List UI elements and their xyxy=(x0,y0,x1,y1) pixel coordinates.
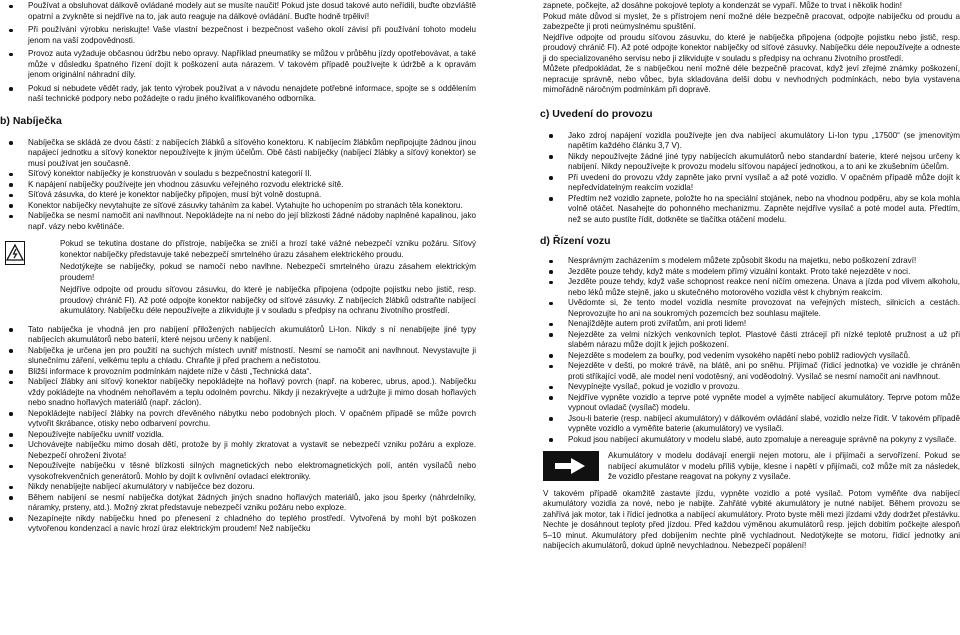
list-item: Nikdy nenabíjejte nabíjecí akumulátory v nabíječce bez dozoru. xyxy=(0,482,476,493)
list-item: Nevypínejte vysílač, pokud je vozidlo v provozu. xyxy=(540,382,960,393)
right-column xyxy=(540,0,960,552)
list-item: Jsou-li baterie (resp. nabíjecí akumulátory) v dálkovém ovládání slabé, vozidlo nelze řídit. V takovém případě vypněte vozidlo a vyměňte baterie (akumulátory) ve vysílači. xyxy=(540,414,960,435)
paragraph: zapnete, počkejte, až dosáhne pokojové teploty a kondenzát se vypaří. Může to trvat i několik hodin! xyxy=(543,1,903,10)
list-item: Nabíječka je určena jen pro použití na suchých místech uvnitř místností. Nesmí se namočit ani navlhnout. Nevystavujte ji slunečnímu záření, velkému teplu a chladu. Chraňte ji před prachem a nečistotou. xyxy=(0,346,476,367)
warning-paragraph: Nejdříve odpojte od proudu síťovou zásuvku, do které je nabíječka připojena (odpojte pojistku nebo jistič, resp. proudový chránič FI). Až poté odpojte konektor nabíječky od síťové zásuvky. Z nabíjecích žlábků odstraňte nabíjecí akumulátory. Nabíječku déle nepoužívejte a zlikvidujte ji v souladu s předpisy na ochranu životního prostředí. xyxy=(60,285,476,315)
warning-paragraph: Nedotýkejte se nabíječky, pokud se namočí nebo navlhne. Nebezpečí smrtelného úrazu zásahem elektrickým proudem! xyxy=(60,262,476,282)
section-title-driving: d) Řízení vozu xyxy=(540,235,611,247)
list-item: K napájení nabíječky používejte jen vhodnou zásuvku veřejného rozvodu elektrické sítě. xyxy=(0,180,476,191)
list-item: Bližší informace k provozním podmínkám najdete níže v části „Technická data“. xyxy=(0,367,476,378)
list-item: Při používání výrobku neriskujte! Vaše vlastní bezpečnost i bezpečnost vašeho okolí závisí při používání tohoto modelu jenom na vaší zodpovědnosti. xyxy=(0,25,476,46)
list-item: Provoz auta vyžaduje občasnou údržbu nebo opravy. Například pneumatiky se můžou v průběhu jízdy opotřebovávat, a také může v důsledku špatného řízení dojít k poškození auta nárazem. V takovém případě používejte k údržbě a k opravám jenom originální náhradní díly. xyxy=(0,49,476,81)
general-safety-list xyxy=(0,1,476,105)
list-item: Při uvedení do provozu vždy zapněte jako první vysílač a až poté vozidlo. V opačném případě může dojít k nepředvídatelným reakcím vozidla! xyxy=(540,173,960,194)
driving-list xyxy=(540,256,960,445)
list-item: Uchovávejte nabíječku mimo dosah dětí, protože by ji mohly zkratovat a vystavit se nebezpečí vzniku požáru a exploze. Nebezpečí ohrožení života! xyxy=(0,440,476,461)
paragraph: Nejdříve odpojte od proudu síťovou zásuvku, do které je nabíječka připojena (odpojte pojistku nebo jistič, resp. proudový chránič FI). Až poté odpojte konektor nabíječky od síťové zásuvky. Nabíječku déle nepoužívejte a odneste ji do specializovaného servisu nebo ji zlikvidujte v souladu s předpisy na ochranu životního prostředí. xyxy=(543,32,960,63)
list-item: Používat a obsluhovat dálkově ovládané modely aut se musíte naučit! Pokud jste dosud takové auto neřídili, buďte obzvláště opatrní a zvykněte si nejdříve na to, jak auto reaguje na dálkové ovládání. Buďte hodně trpěliví! xyxy=(0,1,476,22)
list-item: Uvědomte si, že tento model vozidla nesmíte provozovat na veřejných místech, silnicích a cestách. Neprovozujte ho ani na soukromých pozemcích bez souhlasu majitele. xyxy=(540,298,960,319)
warning-paragraph: Pokud se tekutina dostane do přístroje, nabíječka se zničí a hrozí také vážné nebezpečí vzniku požáru. Síťový konektor nabíječky představuje také nebezpečí smrtelného úrazu zásahem elektrického proudu. xyxy=(60,239,476,259)
list-item: Tato nabíječka je vhodná jen pro nabíjení přiložených nabíjecích akumulátorů Li-Ion. Nikdy s ní nenabíjejte jiné typy nabíjecích akumulátorů nebo baterií, které nejsou určeny k nabíjení. xyxy=(0,325,476,346)
startup-list xyxy=(540,131,960,226)
list-item: Nejezděte za velmi nízkých venkovních teplot. Plastové části ztrácejí při nízké teplotě pružnost a už při slabém nárazu může dojít k jejich poškození. xyxy=(540,330,960,351)
note-block xyxy=(540,451,960,483)
charger-usage-list xyxy=(0,325,476,535)
list-item: Nikdy nepoužívejte žádné jiné typy nabíjecích akumulátorů nebo standardní baterie, které nejsou určeny k nabíjení. Nikdy nepoužívejte k provozu modelu síťovou napájecí jednotkou, a to ani ke zkušebním účelům. xyxy=(540,152,960,173)
list-item: Nejdříve vypněte vozidlo a teprve poté vypněte model a vyjměte nabíjecí akumulátory. Teprve potom může vypnout ovladač (vysílač) modelu. xyxy=(540,393,960,414)
list-item: Nabíjecí žlábky ani síťový konektor nabíječky nepokládejte na hořlavý povrch (např. na koberec, ubrus, apod.). Nabíječku vždy pokládejte na vhodném nehořlavém a teplu odolném povrchu. Nikdy ji nezakrývejte a udržujte ji mimo dosah hořlavých nebo snadno hořlavých materiálů (např. záclon). xyxy=(0,377,476,409)
section-title-startup: c) Uvedení do provozu xyxy=(540,107,653,120)
list-item: Pokud jsou nabíjecí akumulátory v modelu slabé, auto zpomaluje a nereaguje správně na pokyny z vysílače. xyxy=(540,435,960,446)
charger-list xyxy=(0,138,476,233)
list-item: Nejezděte s modelem za bouřky, pod vedením vysokého napětí nebo poblíž radiových vysílačů. xyxy=(540,351,960,362)
list-item: Jezděte pouze tehdy, když máte s modelem přímý vizuální kontakt. Proto také nejezděte v noci. xyxy=(540,267,960,278)
list-item: Nepokládejte nabíjecí žlábky na povrch dřevěného nábytku nebo podobných ploch. V opačném případě se může povrch vytvořit škrábance, otisky nebo odbarvení povrchu. xyxy=(0,409,476,430)
list-item: Nabíječka se nesmí namočit ani navlhnout. Nepokládejte na ni nebo do její blízkosti žádné nádoby naplněné kapalinou, jako např. vázy nebo květináče. xyxy=(0,211,476,232)
list-item: Během nabíjení se nesmí nabíječka dotýkat žádných jiných snadno hořlavých materiálů, jako jsou šperky (náhrdelníky, náramky, prsteny, atd.). Možný zkrat představuje nebezpečí vzniku požáru nebo exploze. xyxy=(0,493,476,514)
list-item: Nepoužívejte nabíječku uvnitř vozidla. xyxy=(0,430,476,441)
paragraph: Pokud máte důvod si myslet, že s přístrojem není možné déle bezpečně pracovat, odpojte nabíječku od proudu a zabezpečte ji proti neúmyslnému spuštění. xyxy=(543,11,960,31)
list-item: Nepoužívejte nabíječku v těsné blízkosti silných magnetických nebo elektromagnetických polí, antén vysílačů nebo vysokofrekvenčních generátorů. Mohlo by dojít k ovlivnění ovladací elektroniky. xyxy=(0,461,476,482)
left-column xyxy=(0,0,476,535)
paragraph: Můžete předpokládat, že s nabíječkou není možné déle bezpečně pracovat, když jeví zřejmé známky poškození, nepracuje správně, nebo vůbec, byla skladována delší dobu v nevhodných podmínkách, nebo byla vystavena mimořádně náročným podmínkám při dopravě. xyxy=(543,64,960,94)
warning-block xyxy=(0,239,476,317)
list-item: Nejezděte v dešti, po mokré trávě, na blátě, ani po sněhu. Přijímač (řídicí jednotka) ve vozidle je chráněn proti stříkající vodě, ale model není vodotěsný, ani voděodolný. Vysílač se nesmí namočit ani navlhnout. xyxy=(540,361,960,382)
list-item: Nesprávným zacházením s modelem můžete způsobit škodu na majetku, nebo poškození zdraví! xyxy=(540,256,960,267)
list-item: Síťová zásuvka, do které je konektor nabíječky připojen, musí být volně dostupná. xyxy=(0,190,476,201)
list-item: Předtím než vozidlo zapnete, položte ho na speciální stojánek, nebo na vhodnou podpěru, aby se kola mohla volně otáčet. Nasahejte do pohonného mechanizmu. Zapněte nejdříve vysílač a poté model auta. Předtím, než se auto pustíte řídit, dotkněte se tlačítka otáčení modelu. xyxy=(540,194,960,226)
list-item: Nabíječka se skládá ze dvou částí: z nabíjecích žlábků a síťového konektoru. K nabíjecím žlábkům nepřipojujte žádnou jinou napájecí jednotku a síťový konektor nepoužívejte k jiným účelům. Obě části nabíječky (nabíjecí žlábky a síťový konektor) se musí používat jen současně. xyxy=(0,138,476,170)
list-item: Konektor nabíječky nevytahujte ze síťové zásuvky taháním za kabel. Vytahujte ho uchopením po stranách těla konektoru. xyxy=(0,201,476,212)
arrow-right-icon xyxy=(543,451,599,481)
list-item: Nezapínejte nikdy nabíječku hned po přenesení z chladného do teplého prostředí. Vytvořená by mohl být poškozen vytvořenou kondenzací a navíc hrozí úraz elektrickým proudem! Než nabíječku xyxy=(0,514,476,535)
note-text: Akumulátory v modelu dodávají energii nejen motoru, ale i přijímači a servořízení. Pokud se nabíjecí akumulátor v modelu příliš vybije, klesne i napětí v přijímači, což může mít za následek, že vozidlo přestane reagovat na pokyny z vysílače. xyxy=(608,451,960,481)
list-item: Pokud si nebudete vědět rady, jak tento výrobek používat a v návodu nenajdete potřebné informace, spojte se s oddělením naší technické podpory nebo požádejte o radu jiného kvalifikovaného odborníka. xyxy=(0,84,476,105)
bottom-paragraph: V takovém případě okamžitě zastavte jízdu, vypněte vozidlo a poté vysílač. Potom vyměňte dva nabíjecí akumulátory vozidla za nové, nebo je nabijte. Zahřáté vybité akumulátory je nutné nabíjet. Během provozu se zahřívá jak motor, tak i řídicí jednotka a nabíjecí akumulátory. Proto byste měli mezi jízdami vždy dodržet přestávku. Nechte je dosáhnout teploty před jízdou. Před každou výměnou akumulátorů resp. jejich dobitím počkejte alespoň 5–10 minut. Akumulátory před dobíjením nechte plně vychladnout. Nedotýkejte se motoru, řídicí jednotky ani nabíjecích akumulátorů, dokud úplně nevychladnou. Nebezpečí popálení! xyxy=(543,488,960,550)
list-item: Síťový konektor nabíječky je konstruován v souladu s bezpečnostní kategorií II. xyxy=(0,169,476,180)
electric-shock-warning-icon xyxy=(5,241,25,265)
list-item: Nenajíždějte autem proti zvířatům, ani proti lidem! xyxy=(540,319,960,330)
list-item: Jako zdroj napájení vozidla používejte jen dva nabíjecí akumulátory Li-Ion typu „17500“ (se jmenovitým napětím každého článku 3,7 V). xyxy=(540,131,960,152)
continued-text xyxy=(540,1,960,96)
list-item: Jezděte pouze tehdy, když vaše schopnost reakce není ničím omezena. Únava a jízda pod vlivem alkoholu, nebo léků může stejně, jako u skutečného motorového vozidla vést k chybným reakcím. xyxy=(540,277,960,298)
section-title-charger: b) Nabíječka xyxy=(0,114,62,127)
